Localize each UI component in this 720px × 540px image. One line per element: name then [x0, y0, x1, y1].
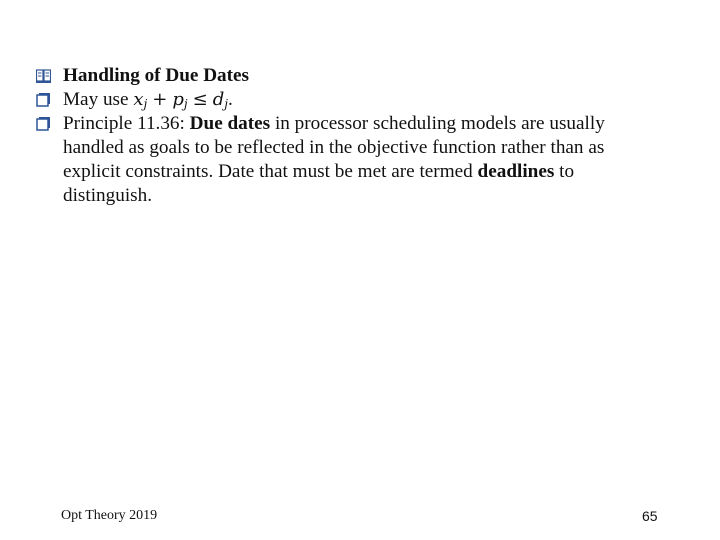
principle-text-part2: in processor scheduling models are usually handled as goals to be reflected in the objective function rather than as explicit constraints. Date that must be met are termed — [63, 113, 605, 182]
may-use-suffix: . — [227, 89, 233, 110]
math-x-subscript: j — [143, 97, 148, 111]
bullet-heading — [34, 64, 654, 88]
footer-course-label: Opt Theory 2019 — [61, 508, 158, 523]
checkbox-bullet-icon — [36, 93, 51, 107]
may-use-prefix: May use — [63, 89, 134, 110]
math-p: p — [172, 89, 184, 110]
principle-bold-deadlines: deadlines — [477, 161, 555, 182]
due-date-inequality — [133, 89, 228, 110]
checkbox-bullet-icon — [36, 117, 51, 131]
math-x: x — [133, 89, 144, 110]
slide-heading: Handling of Due Dates — [63, 65, 250, 86]
math-d-subscript: j — [224, 97, 228, 111]
math-p-subscript: j — [183, 97, 188, 111]
bullet-may-use — [34, 88, 654, 112]
principle-text-part1: Principle 11.36: — [63, 113, 190, 134]
book-bullet-icon — [36, 69, 51, 83]
principle-bold-due-dates: Due dates — [189, 113, 271, 134]
bullet-principle — [34, 112, 654, 208]
principle-text-part3: to distinguish. — [63, 161, 575, 206]
page-number: 65 — [642, 508, 658, 524]
math-plus: + — [152, 89, 168, 110]
bullet-list — [34, 64, 654, 208]
math-leq: ≤ — [192, 89, 208, 110]
math-d: d — [212, 89, 225, 110]
